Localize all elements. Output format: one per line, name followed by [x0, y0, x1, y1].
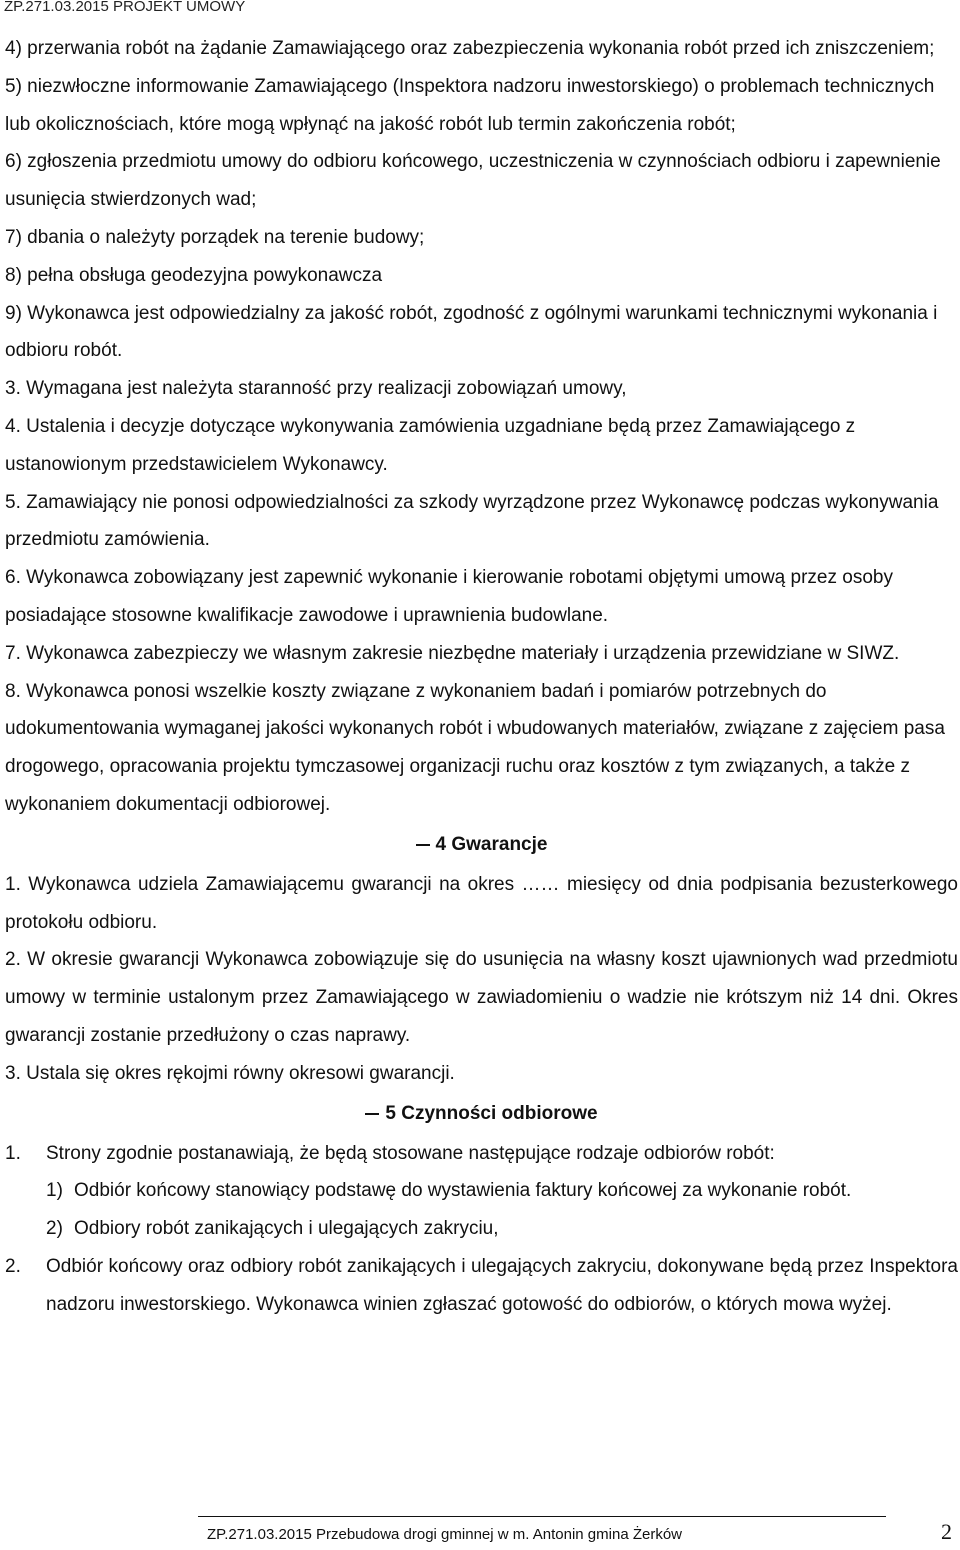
section-5-title: 5 Czynności odbiorowe: [385, 1102, 598, 1124]
acceptance-point-1-text: Strony zgodnie postanawiają, że będą stosowane następujące rodzaje odbiorów robót:: [46, 1142, 775, 1164]
page-header: ZP.271.03.2015 PROJEKT UMOWY: [4, 0, 246, 15]
acceptance-point-1: [5, 1135, 958, 1173]
section-5-heading: [5, 1095, 958, 1133]
list-item-9: 9) Wykonawca jest odpowiedzialny za jakość robót, zgodność z ogólnymi warunkami technicznymi wykonania i odbioru robót.: [5, 302, 938, 362]
page-number: 2: [941, 1519, 952, 1544]
acceptance-point-2: [5, 1248, 958, 1324]
section-4-heading: [5, 826, 958, 864]
guarantee-point-3: 3. Ustala się okres rękojmi równy okresowi gwarancji.: [5, 1062, 455, 1084]
document-body: [5, 30, 958, 1324]
point-8: 8. Wykonawca ponosi wszelkie koszty związane z wykonaniem badań i pomiarów potrzebnych do udokumentowania wymaganej jakości wykonanych robót i wbudowanych materiałów, związane z zajęciem pasa drogowego, opracowania projektu tymczasowej organizacji ruchu oraz kosztów z tym związanych, a także z wykonaniem dokumentacji odbiorowej.: [5, 680, 945, 815]
acceptance-subpoint-2: [5, 1210, 958, 1248]
acceptance-subpoint-1-text: Odbiór końcowy stanowiący podstawę do wystawienia faktury końcowej za wykonanie robót.: [74, 1180, 852, 1202]
list-item-8: 8) pełna obsługa geodezyjna powykonawcza: [5, 264, 383, 286]
point-4: 4. Ustalenia i decyzje dotyczące wykonywania zamówienia uzgadniane będą przez Zamawiającego z ustanowionym przedstawicielem Wykonawcy.: [5, 415, 856, 475]
acceptance-subpoint-1: [5, 1172, 958, 1210]
point-6: 6. Wykonawca zobowiązany jest zapewnić wykonanie i kierowanie robotami objętymi umową przez osoby posiadające stosowne kwalifikacje zawodowe i uprawnienia budowlane.: [5, 567, 893, 626]
list-item-6: 6) zgłoszenia przedmiotu umowy do odbioru końcowego, uczestniczenia w czynnościach odbioru i zapewnienie usunięcia stwierdzonych wad;: [5, 151, 941, 211]
acceptance-point-2-text: Odbiór końcowy oraz odbiory robót zanikających i ulegających zakryciu, dokonywane będą przez Inspektora nadzoru inwestorskiego. Wykonawca winien zgłaszać gotowość do odbiorów, o których mowa wyżej.: [46, 1255, 958, 1315]
footer-divider: [198, 1516, 886, 1517]
section-4-title: 4 Gwarancje: [435, 833, 548, 855]
list-item-4: 4) przerwania robót na żądanie Zamawiającego oraz zabezpieczenia wykonania robót przed ich zniszczeniem;: [5, 38, 935, 59]
point-5: 5. Zamawiający nie ponosi odpowiedzialności za szkody wyrządzone przez Wykonawcę podczas wykonywania przedmiotu zamówienia.: [5, 491, 939, 551]
acceptance-subpoint-2-text: Odbiory robót zanikających i ulegających zakryciu,: [74, 1218, 499, 1240]
point-7: 7. Wykonawca zabezpieczy we własnym zakresie niezbędne materiały i urządzenia przewidziane w SIWZ.: [5, 642, 900, 664]
acceptance-subpoint-1-number: 1): [46, 1180, 63, 1202]
list-item-5: 5) niezwłoczne informowanie Zamawiającego (Inspektora nadzoru inwestorskiego) o problemach technicznych lub okolicznościach, które mogą wpłynąć na jakość robót lub termin zakończenia robót;: [5, 75, 935, 135]
guarantee-point-2: 2. W okresie gwarancji Wykonawca zobowiązuje się do usunięcia na własny koszt ujawnionych wad przedmiotu umowy w terminie ustalonym przez Zamawiającego w zawiadomieniu o wadzie nie krótszym niż 14 dni. Okres gwarancji zostanie przedłużony o czas naprawy.: [5, 949, 958, 1046]
page-footer: ZP.271.03.2015 Przebudowa drogi gminnej w m. Antonin gmina Żerków: [207, 1526, 682, 1543]
list-item-7: 7) dbania o należyty porządek na terenie budowy;: [5, 226, 425, 248]
section-marker-icon: [365, 1113, 379, 1115]
acceptance-subpoint-2-number: 2): [46, 1218, 63, 1240]
point-3: 3. Wymagana jest należyta staranność przy realizacji zobowiązań umowy,: [5, 378, 627, 400]
section-marker-icon: [416, 844, 430, 846]
guarantee-point-1: 1. Wykonawca udziela Zamawiającemu gwarancji na okres …… miesięcy od dnia podpisania bezusterkowego protokołu odbioru.: [5, 873, 958, 933]
acceptance-point-1-number: 1.: [5, 1142, 21, 1164]
acceptance-point-2-number: 2.: [5, 1255, 21, 1277]
